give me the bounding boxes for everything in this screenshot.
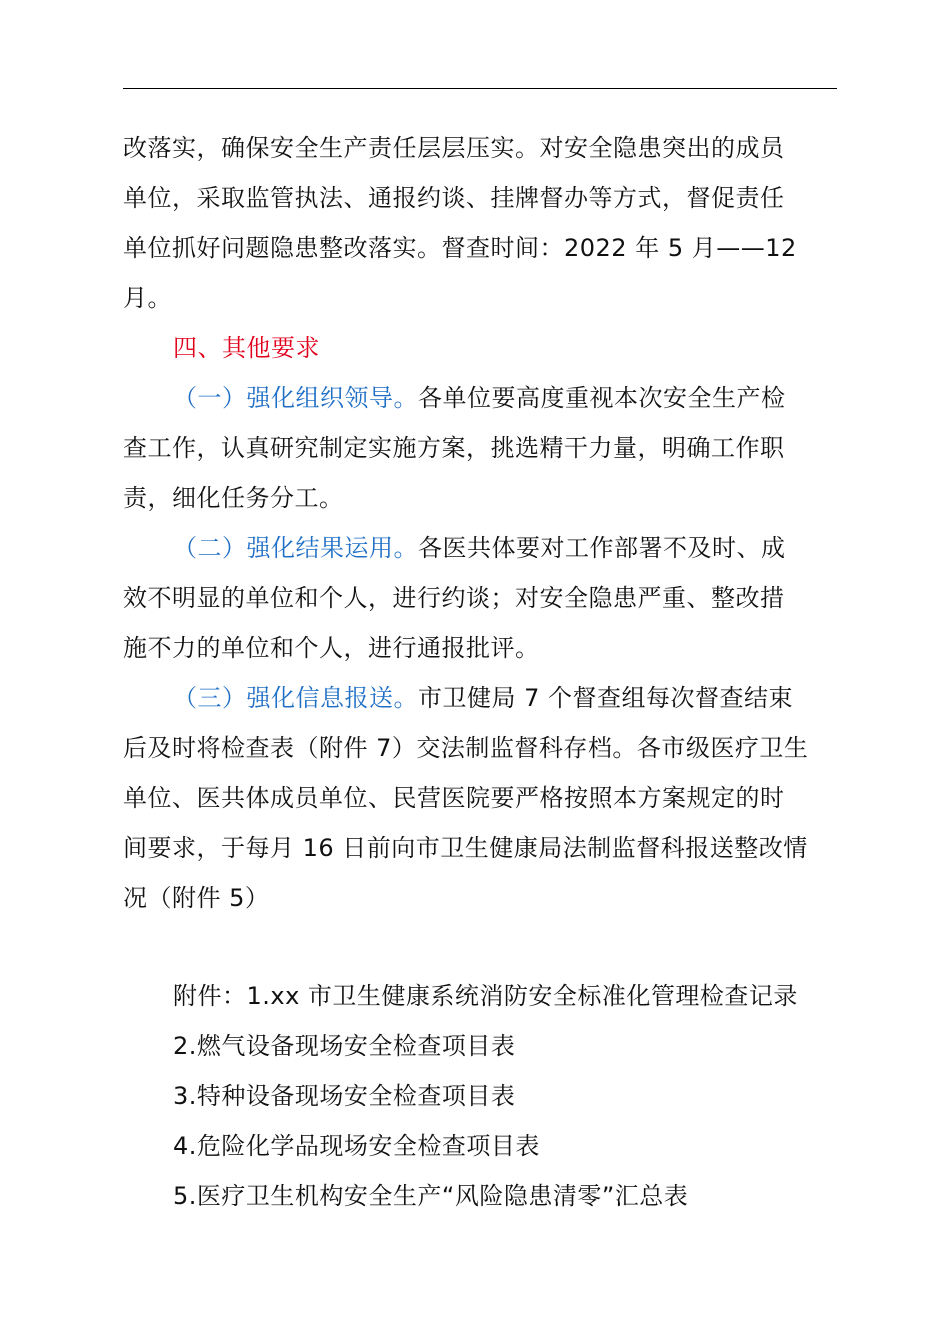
item-two-first-line: [173, 532, 786, 564]
body-text-line: 间要求，于每月 16 日前向市卫生健康局法制监督科报送整改情: [123, 834, 808, 862]
section-heading: 四、其他要求: [173, 334, 320, 362]
body-text-line: 单位抓好问题隐患整改落实。督查时间：2022 年 5 月——12: [123, 234, 797, 262]
item-one-text: 各单位要高度重视本次安全生产检: [418, 384, 786, 412]
attachment-item: 2.燃气设备现场安全检查项目表: [173, 1032, 516, 1060]
attachment-item: 3.特种设备现场安全检查项目表: [173, 1082, 516, 1110]
attachment-item: 5.医疗卫生机构安全生产“风险隐患清零”汇总表: [173, 1182, 689, 1210]
body-text-line: 改落实，确保安全生产责任层层压实。对安全隐患突出的成员: [123, 134, 785, 162]
body-text-line: 后及时将检查表（附件 7）交法制监督科存档。各市级医疗卫生: [123, 734, 809, 762]
item-one-first-line: [173, 382, 786, 414]
body-text-line: 单位、医共体成员单位、民营医院要严格按照本方案规定的时: [123, 784, 785, 812]
body-text-line: 单位，采取监管执法、通报约谈、挂牌督办等方式，督促责任: [123, 184, 785, 212]
body-text-line: 责，细化任务分工。: [123, 484, 344, 512]
attachment-item: 附件：1.xx 市卫生健康系统消防安全标准化管理检查记录: [173, 982, 798, 1010]
item-one-heading: （一）强化组织领导。: [173, 384, 418, 412]
body-text-line: 况（附件 5）: [123, 884, 270, 912]
item-two-heading: （二）强化结果运用。: [173, 534, 418, 562]
item-three-text: 市卫健局 7 个督查组每次督查结束: [418, 684, 794, 712]
body-text-line: 效不明显的单位和个人，进行约谈；对安全隐患严重、整改措: [123, 584, 785, 612]
item-three-heading: （三）强化信息报送。: [173, 684, 418, 712]
header-rule: [123, 88, 837, 89]
item-two-text: 各医共体要对工作部署不及时、成: [418, 534, 786, 562]
body-text-line: 月。: [123, 284, 172, 312]
attachment-item: 4.危险化学品现场安全检查项目表: [173, 1132, 540, 1160]
body-text-line: 查工作，认真研究制定实施方案，挑选精干力量，明确工作职: [123, 434, 785, 462]
body-text-line: 施不力的单位和个人，进行通报批评。: [123, 634, 540, 662]
item-three-first-line: [173, 682, 793, 714]
